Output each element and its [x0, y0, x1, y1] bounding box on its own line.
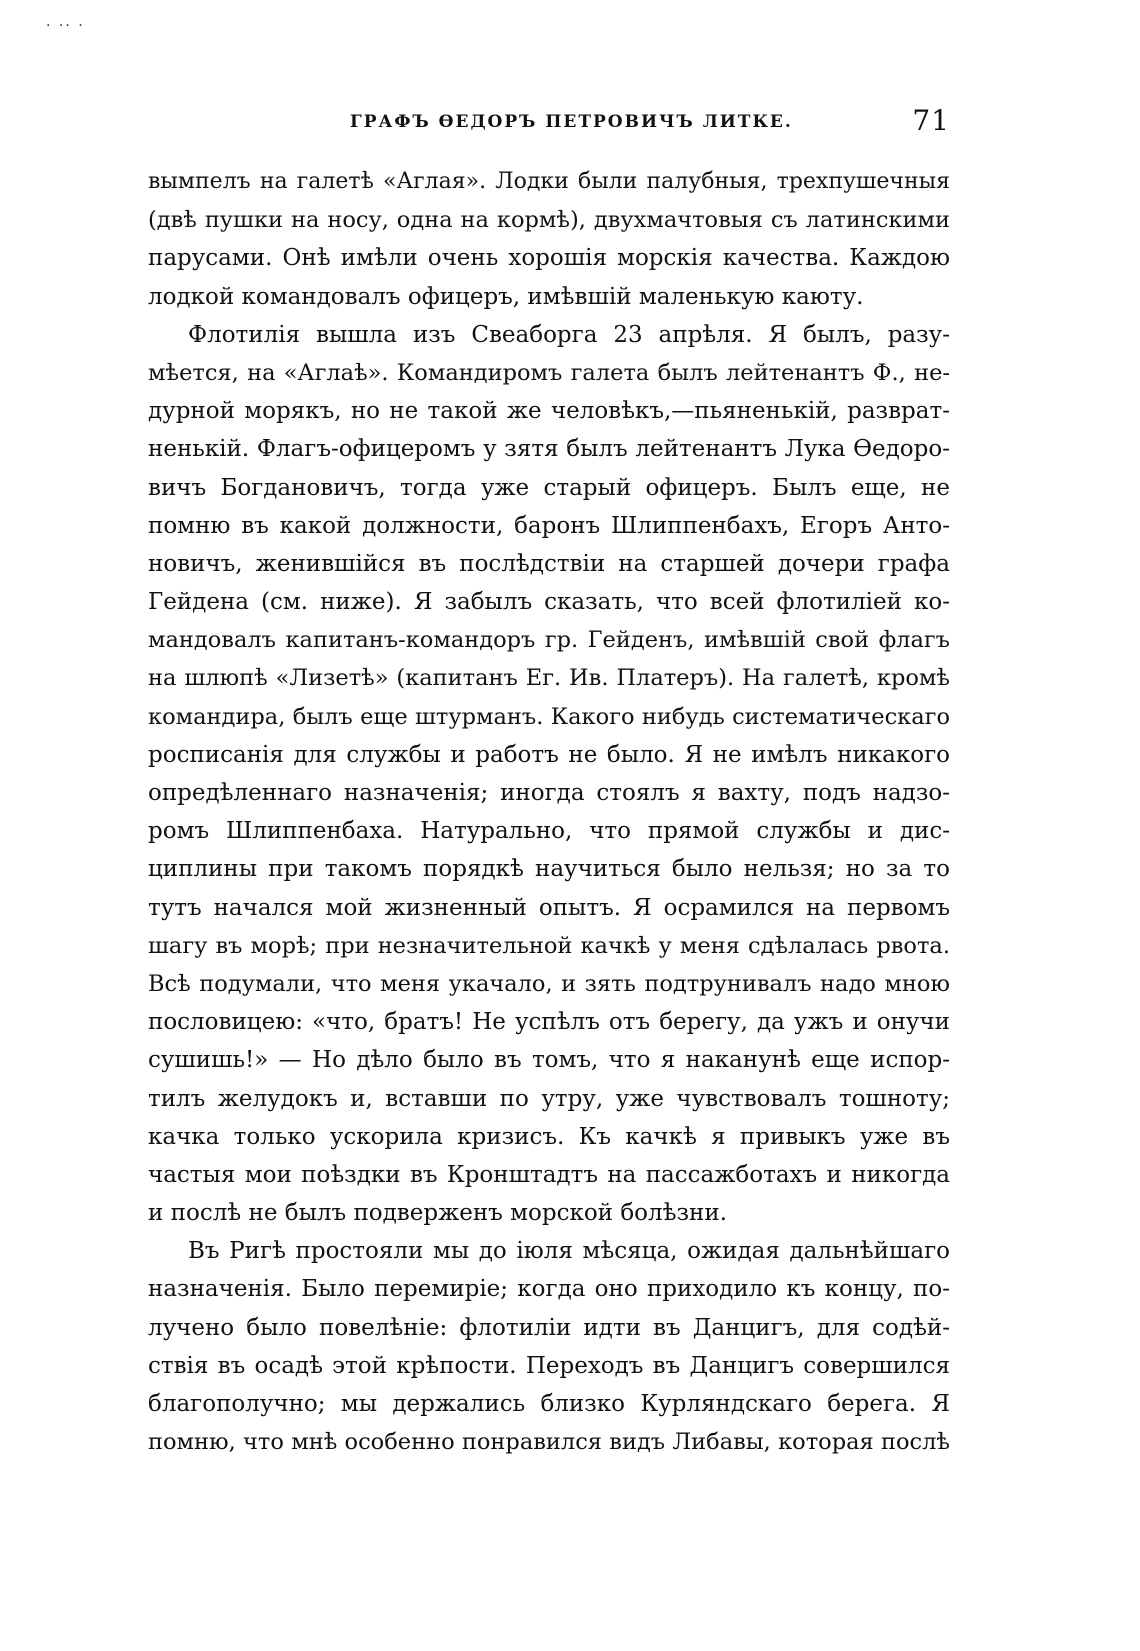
text-line: вичъ Богдановичъ, тогда уже старый офицеръ. Былъ еще, не — [148, 474, 950, 501]
text-line: Въ Ригѣ простояли мы до іюля мѣсяца, ожидая дальнѣйшаго — [188, 1238, 950, 1265]
text-line: лодкой командовалъ офицеръ, имѣвшій маленькую каюту. — [148, 283, 864, 310]
text-line: Флотилія вышла изъ Свеаборга 23 апрѣля. Я былъ, разу- — [188, 321, 950, 348]
text-line: новичъ, женившійся въ послѣдствіи на старшей дочери графа — [148, 550, 950, 577]
text-line: росписанія для службы и работъ не было. Я не имѣлъ никакого — [148, 741, 950, 768]
text-line: шагу въ морѣ; при незначительной качкѣ у меня сдѣлалась рвота. — [148, 932, 950, 959]
text-line: помню, что мнѣ особенно понравился видъ Либавы, которая послѣ — [148, 1429, 950, 1456]
text-line: опредѣленнаго назначенія; иногда стоялъ я вахту, подъ надзо- — [148, 780, 950, 806]
running-header — [150, 104, 950, 144]
running-title: ГРАФЪ ѲЕДОРЪ ПЕТРОВИЧЪ ЛИТКЕ. — [350, 112, 793, 132]
text-line: парусами. Онѣ имѣли очень хорошія морскія качества. Каждою — [148, 245, 950, 272]
page-specks: · ·· · — [46, 18, 85, 34]
text-line: вымпелъ на галетѣ «Аглая». Лодки были палубныя, трехпушечныя — [148, 169, 950, 194]
text-line: циплины при такомъ порядкѣ научиться было нельзя; но за то — [148, 856, 950, 883]
text-line: частыя мои поѣздки въ Кронштадтъ на пассажботахъ и никогда — [148, 1161, 950, 1188]
text-line: (двѣ пушки на носу, одна на кормѣ), двухмачтовыя съ латинскими — [148, 207, 950, 234]
text-line: командира, былъ еще штурманъ. Какого нибудь систематическаго — [148, 703, 950, 730]
text-line: мѣется, на «Аглаѣ». Командиромъ галета былъ лейтенантъ Ф., не- — [148, 359, 950, 386]
page-number: 71 — [912, 104, 950, 137]
text-line: пословицею: «что, братъ! Не успѣлъ отъ берегу, да ужъ и онучи — [148, 1009, 950, 1036]
text-line: мандовалъ капитанъ-командоръ гр. Гейденъ, имѣвшій свой флагъ — [148, 627, 950, 654]
text-line: сушишь!» — Но дѣло было въ томъ, что я наканунѣ еще испор- — [148, 1047, 950, 1074]
text-line: дурной морякъ, но не такой же человѣкъ,—пьяненькій, разврат- — [148, 398, 950, 425]
text-line: и послѣ не былъ подверженъ морской болѣзни. — [148, 1200, 728, 1227]
text-line: Гейдена (см. ниже). Я забылъ сказать, что всей флотиліей ко- — [148, 589, 950, 616]
body-text — [148, 163, 950, 1461]
text-line: ствія въ осадѣ этой крѣпости. Переходъ въ Данцигъ совершился — [148, 1352, 950, 1379]
text-line: Всѣ подумали, что меня укачало, и зять подтрунивалъ надо мною — [148, 970, 950, 997]
text-line: качка только ускорила кризисъ. Къ качкѣ я привыкъ уже въ — [148, 1123, 950, 1150]
text-line: лучено было повелѣніе: флотиліи идти въ Данцигъ, для содѣй- — [148, 1314, 950, 1341]
text-line: ненькій. Флагъ-офицеромъ у зятя былъ лейтенантъ Лука Ѳедоро- — [148, 436, 950, 463]
text-line: на шлюпѣ «Лизетѣ» (капитанъ Ег. Ив. Платеръ). На галетѣ, кромѣ — [148, 665, 950, 692]
text-line: назначенія. Было перемиріе; когда оно приходило къ концу, по- — [148, 1276, 950, 1303]
text-line: ромъ Шлиппенбаха. Натурально, что прямой службы и дис- — [148, 818, 950, 845]
text-line: благополучно; мы держались близко Курляндскаго берега. Я — [148, 1391, 950, 1417]
text-line: помню въ какой должности, баронъ Шлиппенбахъ, Егоръ Анто- — [148, 512, 950, 539]
text-line: тилъ желудокъ и, вставши по утру, уже чувствовалъ тошноту; — [148, 1085, 950, 1112]
text-line: тутъ начался мой жизненный опытъ. Я осрамился на первомъ — [148, 894, 950, 921]
